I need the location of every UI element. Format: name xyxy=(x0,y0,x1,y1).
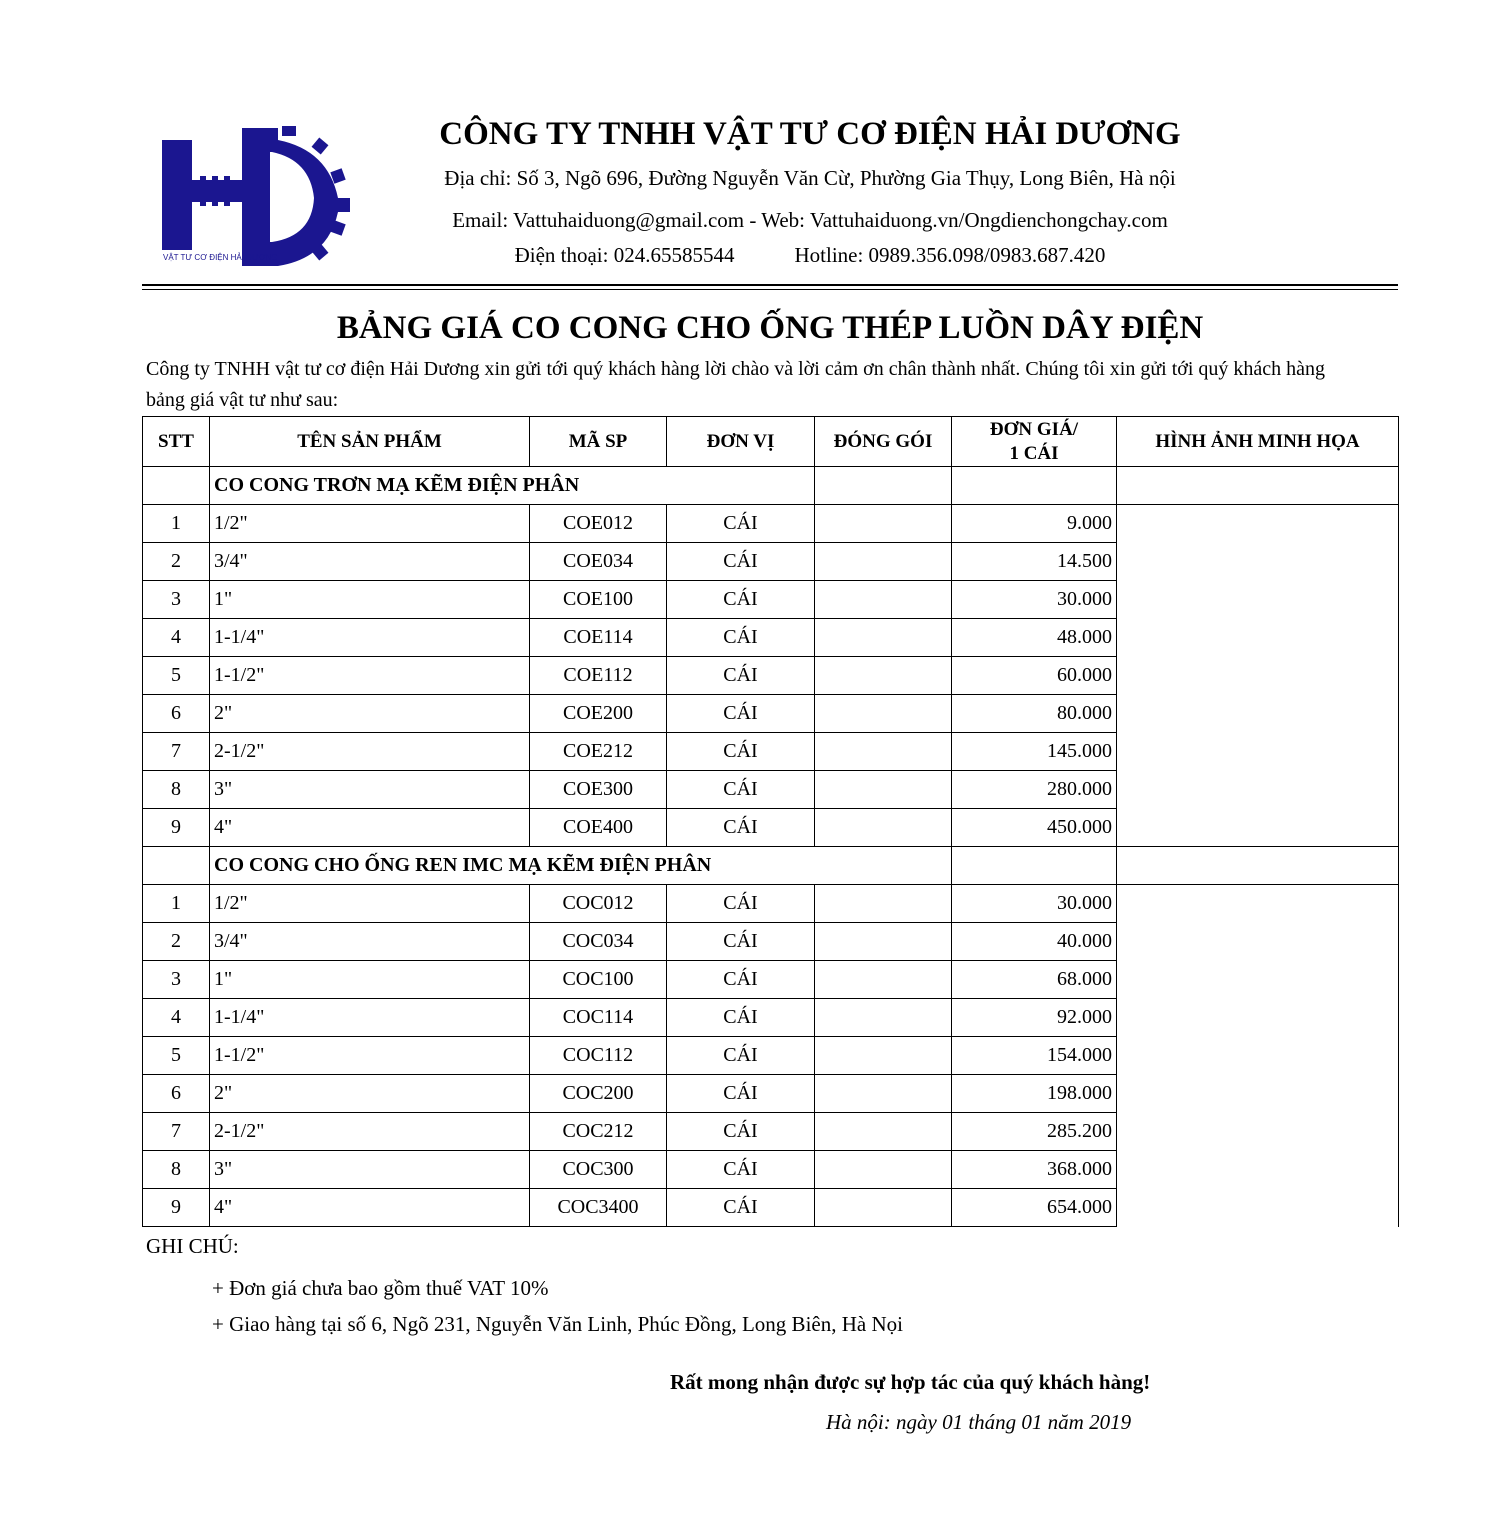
row-product-code: COE400 xyxy=(530,809,667,847)
row-packaging xyxy=(815,961,952,999)
row-product-name: 2" xyxy=(210,1075,530,1113)
row-unit-price: 145.000 xyxy=(952,733,1117,771)
header-stt: STT xyxy=(143,417,210,467)
row-unit: CÁI xyxy=(667,619,815,657)
row-stt: 8 xyxy=(143,771,210,809)
row-unit-price: 30.000 xyxy=(952,885,1117,923)
row-stt: 1 xyxy=(143,505,210,543)
row-unit-price: 280.000 xyxy=(952,771,1117,809)
row-stt: 2 xyxy=(143,923,210,961)
row-product-name: 4" xyxy=(210,809,530,847)
row-product-name: 3/4" xyxy=(210,543,530,581)
company-name: CÔNG TY TNHH VẬT TƯ CƠ ĐIỆN HẢI DƯƠNG xyxy=(439,116,1181,152)
row-packaging xyxy=(815,923,952,961)
intro-text: Công ty TNHH vật tư cơ điện Hải Dương xin gửi tới quý khách hàng lời chào và lời cảm ơn chân thành nhất. Chúng tôi xin gửi tới quý khách hàng bảng giá vật tư như sau: xyxy=(146,358,1326,411)
row-stt: 9 xyxy=(143,1189,210,1227)
row-packaging xyxy=(815,809,952,847)
table-row xyxy=(143,885,1399,923)
row-packaging xyxy=(815,657,952,695)
header-product-code: MÃ SP xyxy=(530,417,667,467)
row-product-name: 3/4" xyxy=(210,923,530,961)
row-product-name: 2-1/2" xyxy=(210,733,530,771)
row-packaging xyxy=(815,1075,952,1113)
table-body xyxy=(143,467,1399,1227)
row-unit-price: 154.000 xyxy=(952,1037,1117,1075)
company-address: Địa chỉ: Số 3, Ngõ 696, Đường Nguyễn Văn Cừ, Phường Gia Thụy, Long Biên, Hà nội xyxy=(444,166,1176,190)
row-unit: CÁI xyxy=(667,695,815,733)
row-stt: 4 xyxy=(143,999,210,1037)
row-unit: CÁI xyxy=(667,1189,815,1227)
section-empty-cell xyxy=(815,467,952,505)
logo-caption: VẬT TƯ CƠ ĐIỆN HẢI DƯƠNG xyxy=(163,253,278,262)
row-unit: CÁI xyxy=(667,1037,815,1075)
row-product-code: COC200 xyxy=(530,1075,667,1113)
row-packaging xyxy=(815,505,952,543)
row-unit-price: 14.500 xyxy=(952,543,1117,581)
row-unit-price: 368.000 xyxy=(952,1151,1117,1189)
row-stt: 5 xyxy=(143,1037,210,1075)
note-vat: + Đơn giá chưa bao gồm thuế VAT 10% xyxy=(212,1276,549,1300)
row-unit-price: 60.000 xyxy=(952,657,1117,695)
row-unit-price: 48.000 xyxy=(952,619,1117,657)
row-unit: CÁI xyxy=(667,581,815,619)
row-packaging xyxy=(815,695,952,733)
row-unit-price: 285.200 xyxy=(952,1113,1117,1151)
row-product-code: COC012 xyxy=(530,885,667,923)
row-unit: CÁI xyxy=(667,657,815,695)
row-product-name: 1/2" xyxy=(210,885,530,923)
row-unit: CÁI xyxy=(667,923,815,961)
table-row xyxy=(143,543,1399,581)
row-product-code: COC3400 xyxy=(530,1189,667,1227)
notes-heading: GHI CHÚ: xyxy=(146,1234,239,1258)
table-row xyxy=(143,1113,1399,1151)
row-unit-price: 92.000 xyxy=(952,999,1117,1037)
header-unit: ĐƠN VỊ xyxy=(667,417,815,467)
header-divider xyxy=(142,284,1398,286)
row-product-code: COC300 xyxy=(530,1151,667,1189)
table-row xyxy=(143,923,1399,961)
row-unit-price: 40.000 xyxy=(952,923,1117,961)
row-unit: CÁI xyxy=(667,1151,815,1189)
section-pack-cell xyxy=(952,467,1117,505)
company-hotline: Hotline: 0989.356.098/0983.687.420 xyxy=(794,243,1106,267)
row-packaging xyxy=(815,885,952,923)
row-product-code: COE012 xyxy=(530,505,667,543)
header-packaging: ĐÓNG GÓI xyxy=(815,417,952,467)
row-product-code: COE200 xyxy=(530,695,667,733)
row-product-code: COC212 xyxy=(530,1113,667,1151)
header-price-line1: ĐƠN GIÁ/ xyxy=(989,418,1079,440)
header-image: HÌNH ẢNH MINH HỌA xyxy=(1117,417,1399,467)
hd-logo-icon xyxy=(160,126,350,268)
row-unit-price: 198.000 xyxy=(952,1075,1117,1113)
section-header-row xyxy=(143,467,1399,505)
table-row xyxy=(143,809,1399,847)
header-price-line2: 1 CÁI xyxy=(1009,442,1059,464)
table-row xyxy=(143,581,1399,619)
row-packaging xyxy=(815,1113,952,1151)
row-packaging xyxy=(815,619,952,657)
row-packaging xyxy=(815,771,952,809)
row-unit: CÁI xyxy=(667,1075,815,1113)
row-unit-price: 30.000 xyxy=(952,581,1117,619)
row-product-name: 2-1/2" xyxy=(210,1113,530,1151)
note-delivery: + Giao hàng tại số 6, Ngõ 231, Nguyễn Văn Linh, Phúc Đồng, Long Biên, Hà Nọi xyxy=(212,1312,903,1336)
section-price-cell xyxy=(1117,467,1399,505)
row-packaging xyxy=(815,581,952,619)
section-pack-cell xyxy=(952,847,1117,885)
row-unit: CÁI xyxy=(667,505,815,543)
row-unit: CÁI xyxy=(667,961,815,999)
row-unit-price: 9.000 xyxy=(952,505,1117,543)
table-row xyxy=(143,505,1399,543)
row-unit-price: 450.000 xyxy=(952,809,1117,847)
row-product-code: COE212 xyxy=(530,733,667,771)
row-stt: 3 xyxy=(143,581,210,619)
row-stt: 3 xyxy=(143,961,210,999)
table-row xyxy=(143,1075,1399,1113)
company-logo xyxy=(160,126,350,268)
row-product-name: 1-1/4" xyxy=(210,619,530,657)
row-unit-price: 80.000 xyxy=(952,695,1117,733)
company-phone-line xyxy=(330,243,1290,268)
row-stt: 4 xyxy=(143,619,210,657)
row-stt: 9 xyxy=(143,809,210,847)
row-unit-price: 68.000 xyxy=(952,961,1117,999)
row-stt: 6 xyxy=(143,695,210,733)
table-row xyxy=(143,695,1399,733)
header-divider-thin xyxy=(142,289,1398,290)
row-product-name: 1-1/2" xyxy=(210,657,530,695)
document-date: Hà nội: ngày 01 tháng 01 năm 2019 xyxy=(826,1410,1132,1434)
row-product-name: 1" xyxy=(210,961,530,999)
section-header-row xyxy=(143,847,1399,885)
row-product-name: 3" xyxy=(210,771,530,809)
row-product-code: COE100 xyxy=(530,581,667,619)
section-price-cell xyxy=(1117,847,1399,885)
row-unit: CÁI xyxy=(667,885,815,923)
row-stt: 7 xyxy=(143,1113,210,1151)
row-product-code: COE034 xyxy=(530,543,667,581)
row-stt: 8 xyxy=(143,1151,210,1189)
row-stt: 1 xyxy=(143,885,210,923)
row-product-name: 1" xyxy=(210,581,530,619)
row-packaging xyxy=(815,1037,952,1075)
row-product-code: COE114 xyxy=(530,619,667,657)
table-row xyxy=(143,1189,1399,1227)
row-unit: CÁI xyxy=(667,999,815,1037)
table-row xyxy=(143,999,1399,1037)
row-unit: CÁI xyxy=(667,771,815,809)
row-product-name: 2" xyxy=(210,695,530,733)
section-stt-cell xyxy=(143,847,210,885)
table-row xyxy=(143,1037,1399,1075)
row-stt: 6 xyxy=(143,1075,210,1113)
row-product-code: COC100 xyxy=(530,961,667,999)
header-unit-price xyxy=(952,417,1117,467)
table-row xyxy=(143,619,1399,657)
row-stt: 5 xyxy=(143,657,210,695)
row-product-code: COC112 xyxy=(530,1037,667,1075)
row-product-code: COE112 xyxy=(530,657,667,695)
row-unit: CÁI xyxy=(667,1113,815,1151)
closing-message: Rất mong nhận được sự hợp tác của quý khách hàng! xyxy=(670,1370,1151,1394)
section-title: CO CONG TRƠN MẠ KẼM ĐIỆN PHÂN xyxy=(210,467,815,505)
company-email-web: Email: Vattuhaiduong@gmail.com - Web: Vattuhaiduong.vn/Ongdienchongchay.com xyxy=(452,208,1168,232)
document-title: BẢNG GIÁ CO CONG CHO ỐNG THÉP LUỒN DÂY ĐIỆN xyxy=(336,310,1204,346)
row-stt: 7 xyxy=(143,733,210,771)
row-unit: CÁI xyxy=(667,733,815,771)
row-unit-price: 654.000 xyxy=(952,1189,1117,1227)
table-row xyxy=(143,1151,1399,1189)
row-stt: 2 xyxy=(143,543,210,581)
table-row xyxy=(143,961,1399,999)
row-product-name: 4" xyxy=(210,1189,530,1227)
row-product-code: COC114 xyxy=(530,999,667,1037)
table-row xyxy=(143,771,1399,809)
company-phone: Điện thoại: 024.65585544 xyxy=(514,243,735,267)
row-packaging xyxy=(815,1189,952,1227)
row-product-name: 1/2" xyxy=(210,505,530,543)
row-packaging xyxy=(815,1151,952,1189)
price-table xyxy=(142,416,1399,1227)
row-product-code: COE300 xyxy=(530,771,667,809)
row-unit: CÁI xyxy=(667,809,815,847)
row-product-name: 1-1/2" xyxy=(210,1037,530,1075)
table-header-row xyxy=(143,417,1399,467)
table-row xyxy=(143,657,1399,695)
row-packaging xyxy=(815,543,952,581)
header-product-name: TÊN SẢN PHẨM xyxy=(210,417,530,467)
row-product-code: COC034 xyxy=(530,923,667,961)
table-row xyxy=(143,733,1399,771)
row-packaging xyxy=(815,733,952,771)
row-unit: CÁI xyxy=(667,543,815,581)
section-stt-cell xyxy=(143,467,210,505)
row-product-name: 3" xyxy=(210,1151,530,1189)
section-title: CO CONG CHO ỐNG REN IMC MẠ KẼM ĐIỆN PHÂN xyxy=(210,847,952,885)
row-product-name: 1-1/4" xyxy=(210,999,530,1037)
row-packaging xyxy=(815,999,952,1037)
